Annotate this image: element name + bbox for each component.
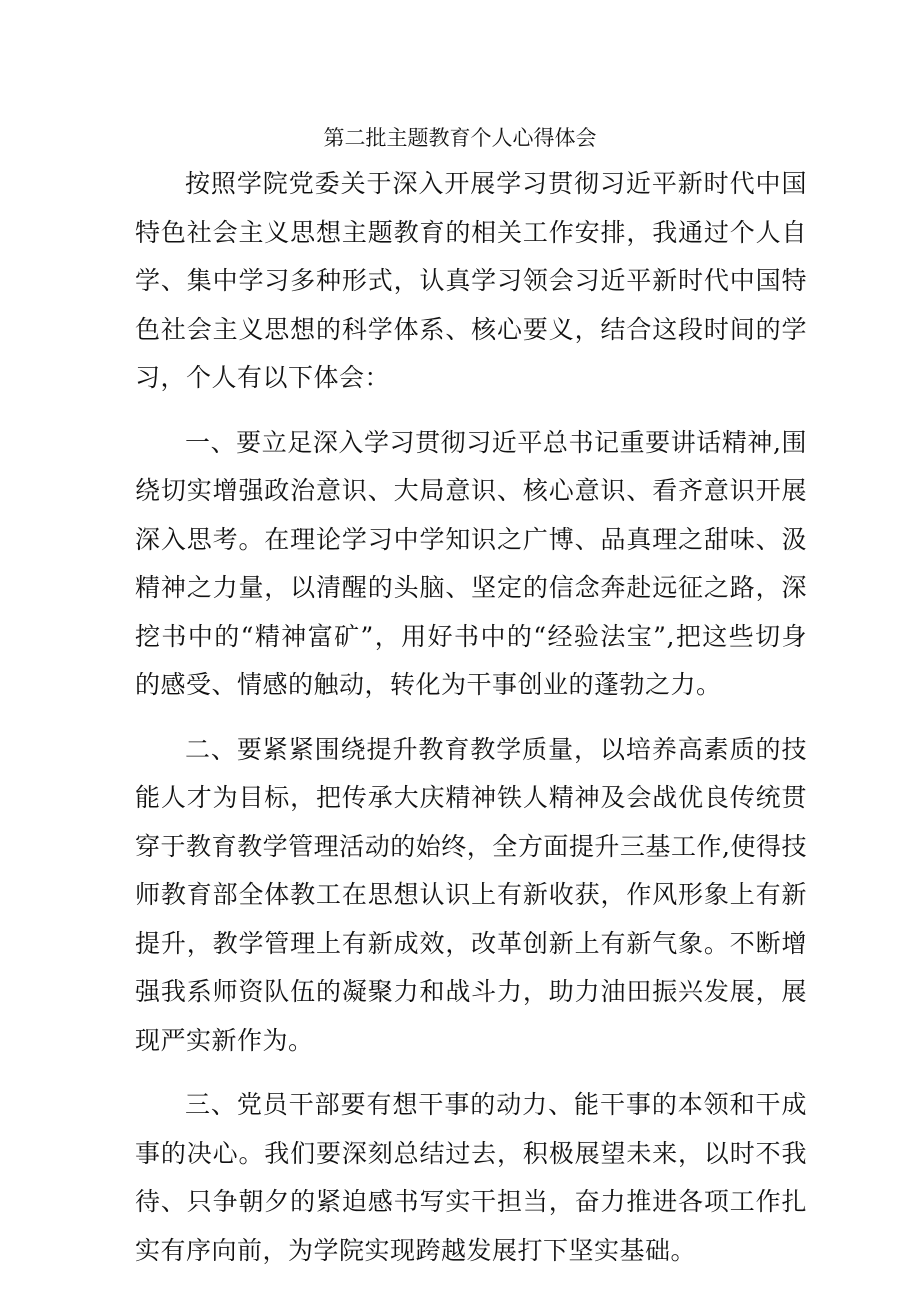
paragraph-intro: 按照学院党委关于深入开展学习贯彻习近平新时代中国特色社会主义思想主题教育的相关工作安排，我通过个人自学、集中学习多种形式，认真学习领会习近平新时代中国特色社会主义思想的科学体系、核心要义，结合这段时间的学习，个人有以下体会： (135, 169, 807, 392)
paragraph-point-one: 一、要立足深入学习贯彻习近平总书记重要讲话精神,围绕切实增强政治意识、大局意识、核心意识、看齐意识开展深入思考。在理论学习中学知识之广博、品真理之甜味、汲精神之力量，以清醒的头脑、坚定的信念奔赴远征之路，深挖书中的“精神富矿”，用好书中的“经验法宝”,把这些切身的感受、情感的触动，转化为干事创业的蓬勃之力。 (135, 427, 807, 699)
document-body (135, 160, 807, 1291)
paragraph-point-two: 二、要紧紧围绕提升教育教学质量，以培养高素质的技能人才为目标，把传承大庆精神铁人精神及会战优良传统贯穿于教育教学管理活动的始终，全方面提升三基工作,使得技师教育部全体教工在思想认识上有新收获，作风形象上有新提升，教学管理上有新成效，改革创新上有新气象。不断增强我系师资队伍的凝聚力和战斗力，助力油田振兴发展，展现严实新作为。 (135, 734, 807, 1055)
paragraph-point-three: 三、党员干部要有想干事的动力、能干事的本领和干成事的决心。我们要深刻总结过去，积极展望未来，以时不我待、只争朝夕的紧迫感书写实干担当，奋力推进各项工作扎实有序向前，为学院实现跨越发展打下坚实基础。 (135, 1090, 807, 1265)
document-title: 第二批主题教育个人心得体会 (323, 126, 597, 150)
